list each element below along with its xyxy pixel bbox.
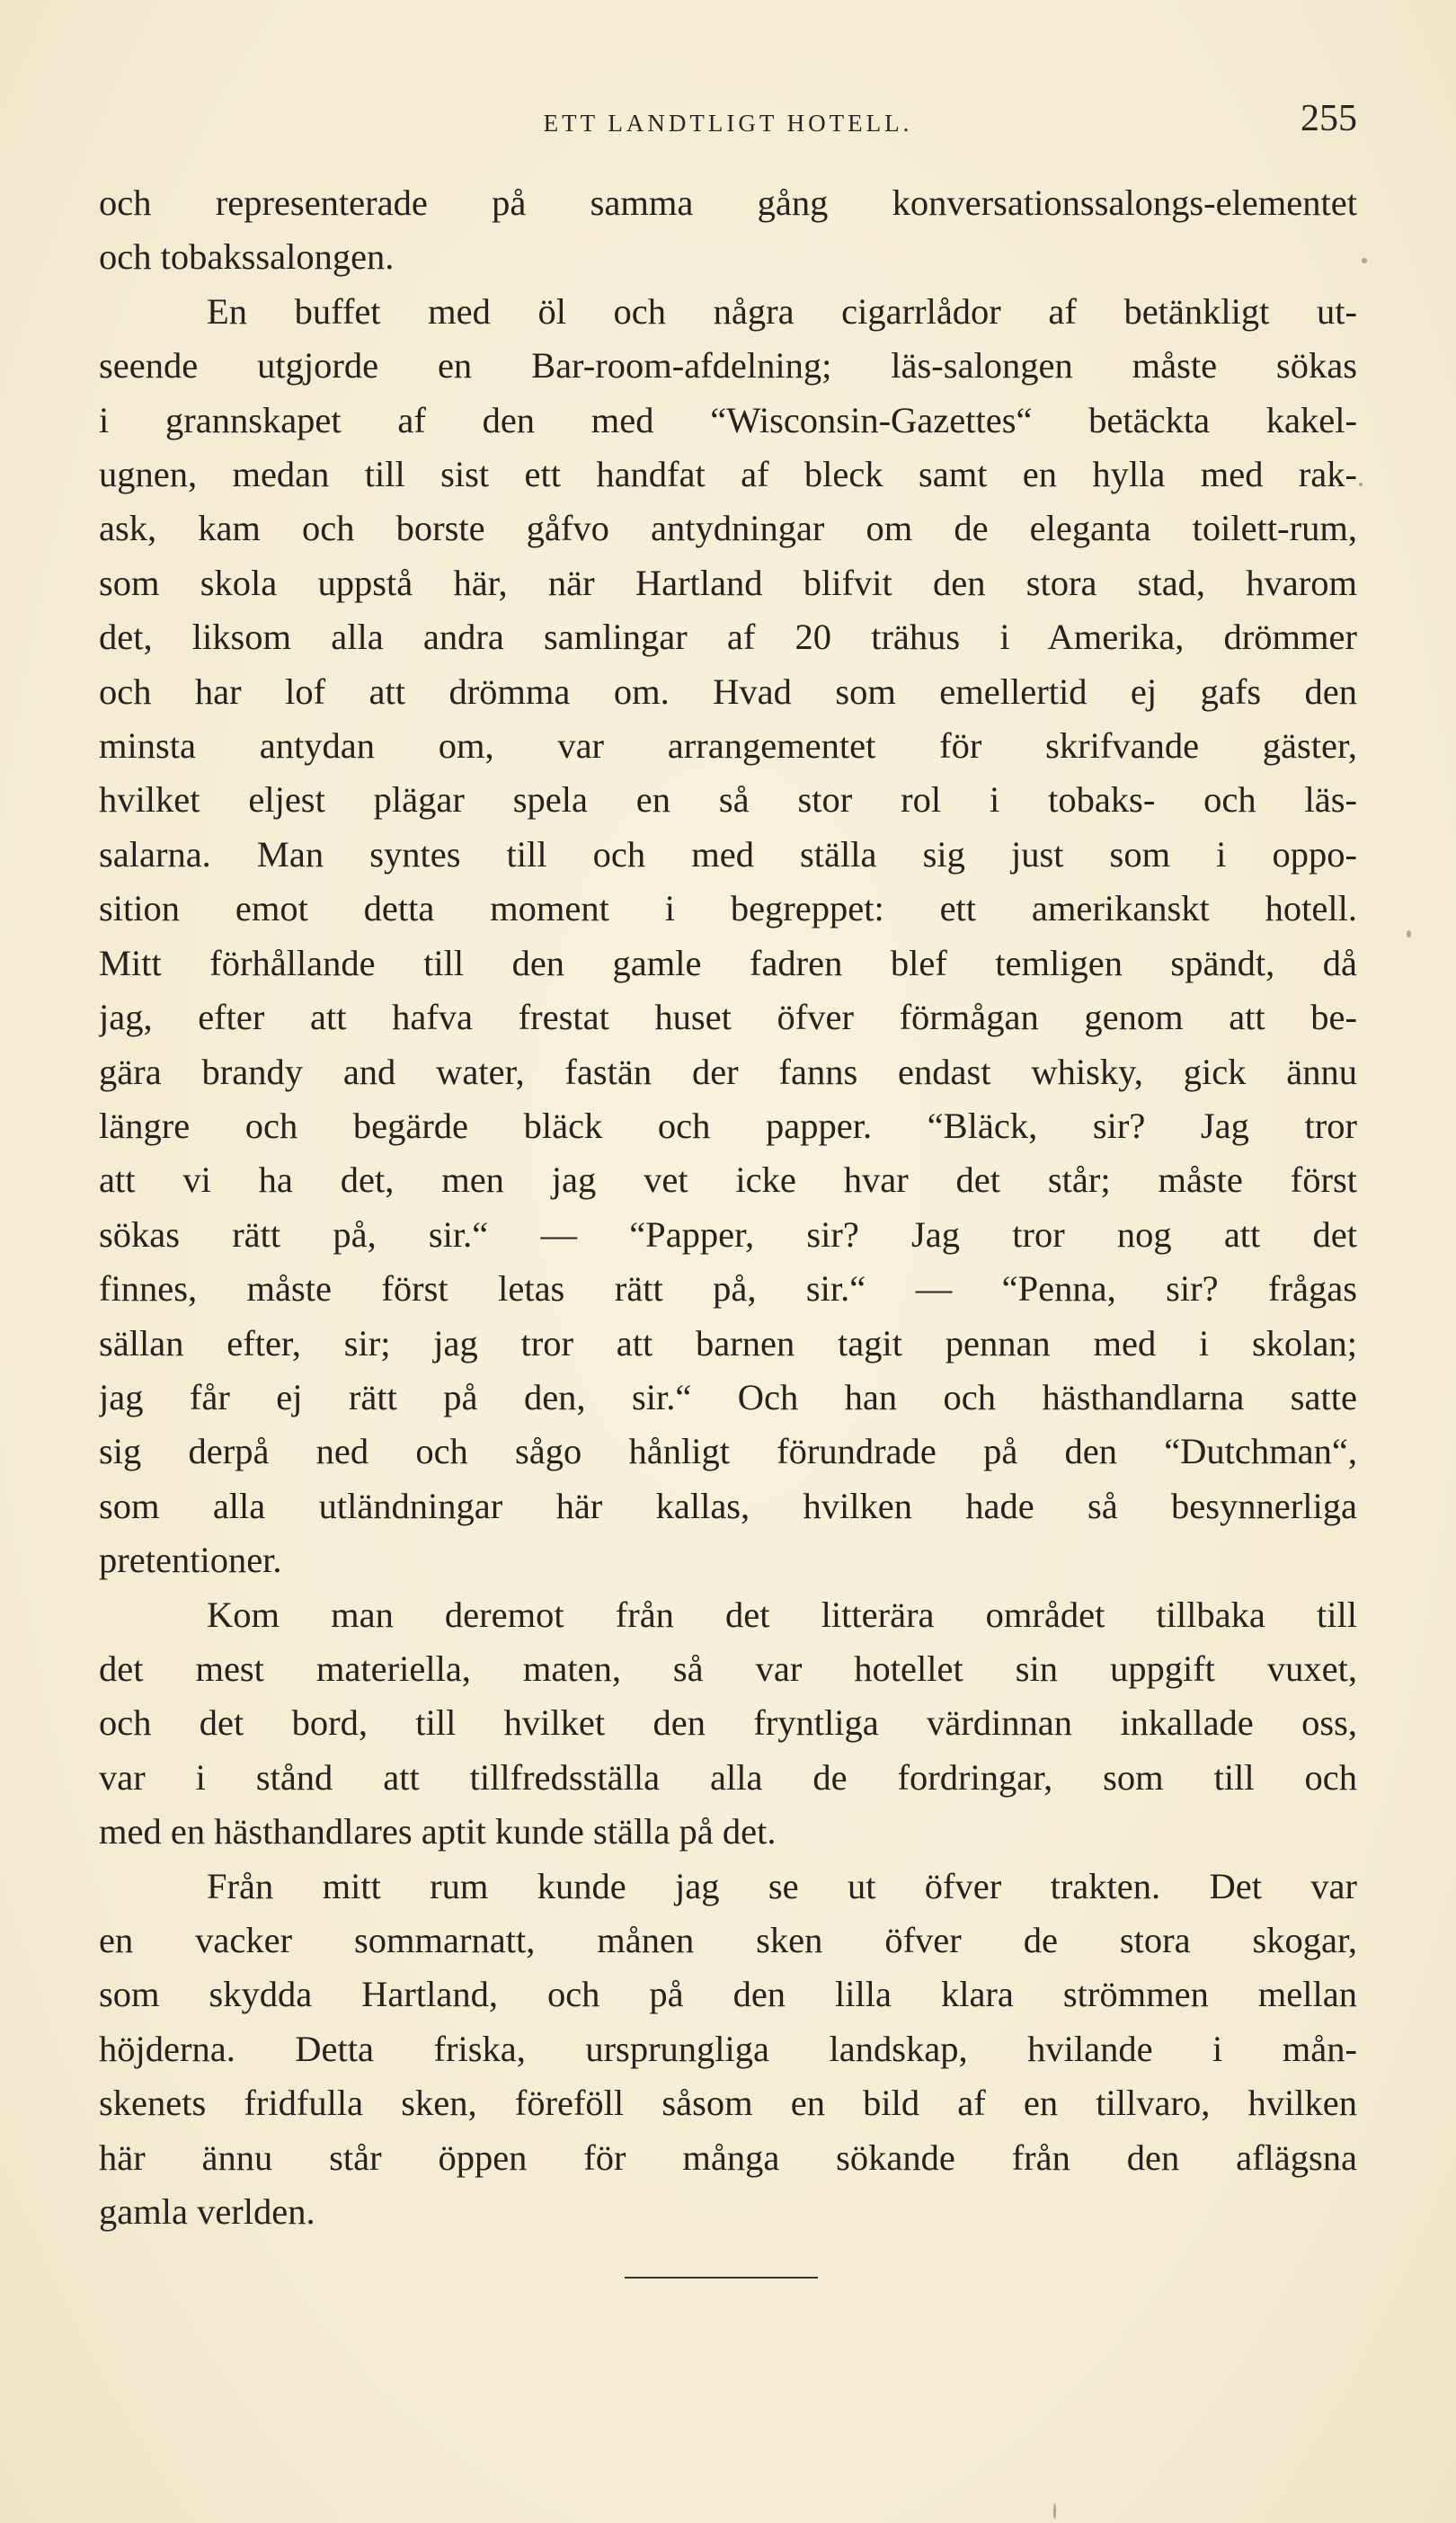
paper-speck (1362, 258, 1367, 263)
text-line: salarna. Man syntes till och med ställa sig just som i oppo- (99, 833, 1357, 875)
paragraph (99, 285, 1357, 1588)
text-line: jag, efter att hafva frestat huset öfver förmågan genom att be- (99, 997, 1357, 1038)
paper-speck (1407, 930, 1411, 937)
running-title: ETT LANDTLIGT HOTELL. (543, 110, 913, 137)
paragraph (99, 1860, 1357, 2240)
text-line: sig derpå ned och sågo hånligt förundrade på den “Dutchman“, (99, 1431, 1357, 1472)
end-rule (625, 2277, 818, 2279)
text-line: som skydda Hartland, och på den lilla klara strömmen mellan (99, 1974, 1357, 2015)
text-line: minsta antydan om, var arrangementet för skrifvande gäster, (99, 725, 1357, 767)
text-line: ugnen, medan till sist ett handfat af bleck samt en hylla med rak- (99, 454, 1357, 495)
text-line: En buffet med öl och några cigarrlådor af betänkligt ut- (207, 290, 1357, 332)
text-line: sition emot detta moment i begreppet: ett amerikanskt hotell. (99, 888, 1357, 929)
text-line: sällan efter, sir; jag tror att barnen tagit pennan med i skolan; (99, 1322, 1357, 1364)
text-line: och representerade på samma gång konversationssalongs-elementet (99, 182, 1357, 223)
text-line: och tobakssalongen. (99, 236, 395, 278)
text-line: det mest materiella, maten, så var hotellet sin uppgift vuxet, (99, 1648, 1357, 1689)
text-line: längre och begärde bläck och papper. “Bläck, sir? Jag tror (99, 1105, 1357, 1146)
text-line: Mitt förhållande till den gamle fadren blef temligen spändt, då (99, 942, 1357, 983)
page-header (99, 97, 1357, 151)
text-line: i grannskapet af den med “Wisconsin-Gazettes“ betäckta kakel- (99, 399, 1357, 440)
text-line: det, liksom alla andra samlingar af 20 trähus i Amerika, drömmer (99, 617, 1357, 658)
text-line: Från mitt rum kunde jag se ut öfver trakten. Det var (207, 1865, 1357, 1906)
text-line: som skola uppstå här, när Hartland blifvit den stora stad, hvarom (99, 562, 1357, 603)
paragraph (99, 176, 1357, 285)
paragraph (99, 1588, 1357, 1860)
body-text (99, 176, 1357, 2239)
paper-speck (1359, 483, 1363, 486)
text-line: sökas rätt på, sir.“ — “Papper, sir? Jag tror nog att det (99, 1213, 1357, 1255)
text-line: finnes, måste först letas rätt på, sir.“ — “Penna, sir? frågas (99, 1268, 1357, 1310)
text-line: gära brandy and water, fastän der fanns endast whisky, gick ännu (99, 1051, 1357, 1092)
text-line: pretentioner. (99, 1540, 282, 1581)
text-line: med en hästhandlares aptit kunde ställa på det. (99, 1811, 777, 1852)
text-line: som alla utländningar här kallas, hvilken hade så besynnerliga (99, 1485, 1357, 1526)
text-line: och det bord, till hvilket den fryntliga värdinnan inkallade oss, (99, 1702, 1357, 1744)
text-line: hvilket eljest plägar spela en så stor rol i tobaks- och läs- (99, 779, 1357, 821)
text-line: en vacker sommarnatt, månen sken öfver de stora skogar, (99, 1920, 1357, 1960)
text-line: Kom man deremot från det litterära området tillbaka till (207, 1594, 1357, 1635)
text-line: att vi ha det, men jag vet icke hvar det står; måste först (99, 1159, 1357, 1201)
text-line: skenets fridfulla sken, föreföll såsom en bild af en tillvaro, hvilken (99, 2083, 1357, 2124)
text-line: gamla verlden. (99, 2191, 315, 2233)
text-line: seende utgjorde en Bar-room-afdelning; läs-salongen måste sökas (99, 345, 1357, 386)
text-line: var i stånd att tillfredsställa alla de fordringar, som till och (99, 1756, 1357, 1798)
page-number: 255 (1301, 98, 1357, 139)
text-line: ask, kam och borste gåfvo antydningar om de eleganta toilett-rum, (99, 508, 1357, 549)
text-line: höjderna. Detta friska, ursprungliga landskap, hvilande i mån- (99, 2028, 1357, 2069)
text-line: och har lof att drömma om. Hvad som emellertid ej gafs den (99, 671, 1357, 712)
text-line: här ännu står öppen för många sökande från den aflägsna (99, 2137, 1357, 2178)
paper-speck (1053, 2503, 1056, 2519)
text-line: jag får ej rätt på den, sir.“ Och han och hästhandlarna satte (99, 1376, 1357, 1417)
